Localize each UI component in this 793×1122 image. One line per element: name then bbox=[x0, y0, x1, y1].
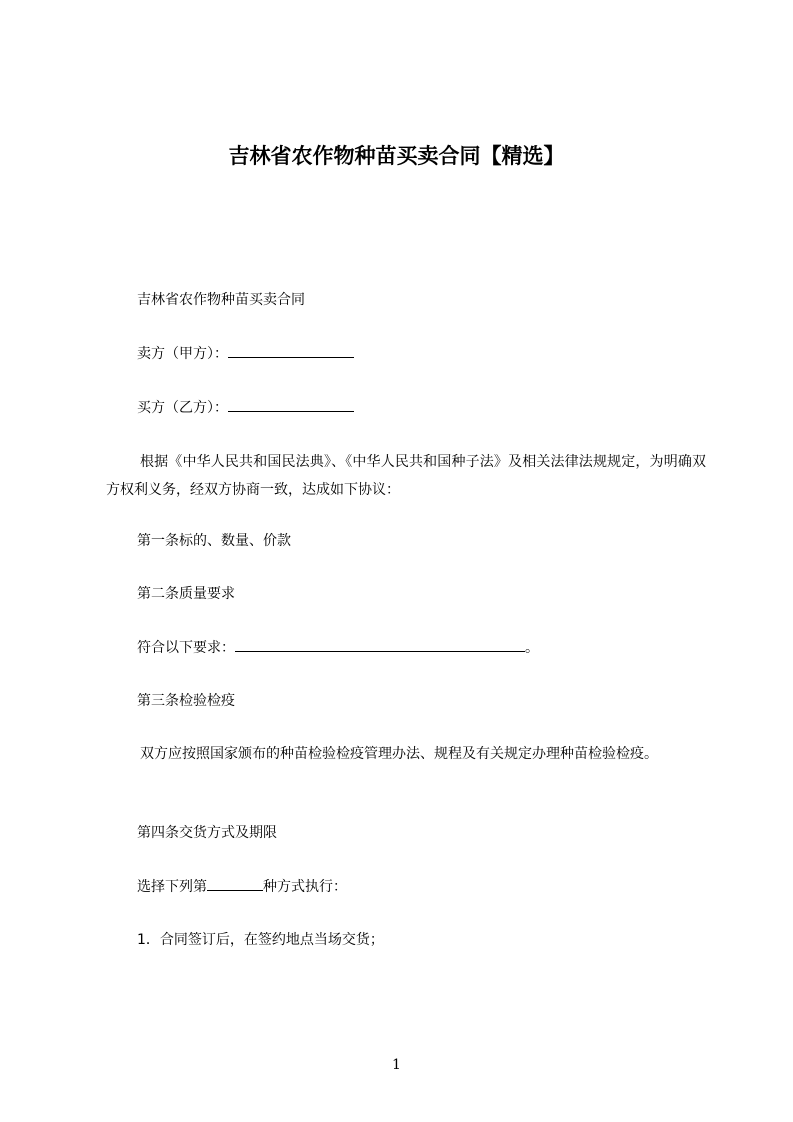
seller-line bbox=[137, 343, 354, 365]
quality-label: 符合以下要求： bbox=[137, 640, 235, 656]
choose-prefix: 选择下列第 bbox=[137, 879, 207, 895]
page-number: 1 bbox=[392, 1057, 401, 1073]
buyer-blank bbox=[228, 397, 354, 412]
intro-paragraph: 根据《中华人民共和国民法典》、《中华人民共和国种子法》及相关法律法规规定，为明确双方权利义务，经双方协商一致，达成如下协议： bbox=[106, 454, 706, 498]
seller-blank bbox=[228, 343, 354, 358]
buyer-line bbox=[137, 397, 354, 419]
quality-blank bbox=[235, 637, 525, 652]
article-2-heading: 第二条质量要求 bbox=[137, 586, 235, 602]
quarantine-paragraph: 双方应按照国家颁布的种苗检验检疫管理办法、规程及有关规定办理种苗检验检疫。 bbox=[140, 746, 658, 762]
choose-line bbox=[137, 876, 347, 898]
choose-blank bbox=[207, 876, 263, 891]
quality-end: 。 bbox=[525, 640, 539, 656]
article-4-heading: 第四条交货方式及期限 bbox=[137, 825, 277, 841]
article-1-heading: 第一条标的、数量、价款 bbox=[137, 533, 291, 549]
option-1: 1．合同签订后，在签约地点当场交货； bbox=[137, 932, 384, 948]
buyer-label: 买方（乙方）： bbox=[137, 400, 228, 416]
seller-label: 卖方（甲方）： bbox=[137, 346, 228, 362]
document-title: 吉林省农作物种苗买卖合同【精选】 bbox=[228, 144, 565, 168]
choose-suffix: 种方式执行： bbox=[263, 879, 347, 895]
quality-line bbox=[137, 637, 539, 659]
article-3-heading: 第三条检验检疫 bbox=[137, 693, 235, 709]
contract-subtitle: 吉林省农作物种苗买卖合同 bbox=[137, 292, 305, 308]
